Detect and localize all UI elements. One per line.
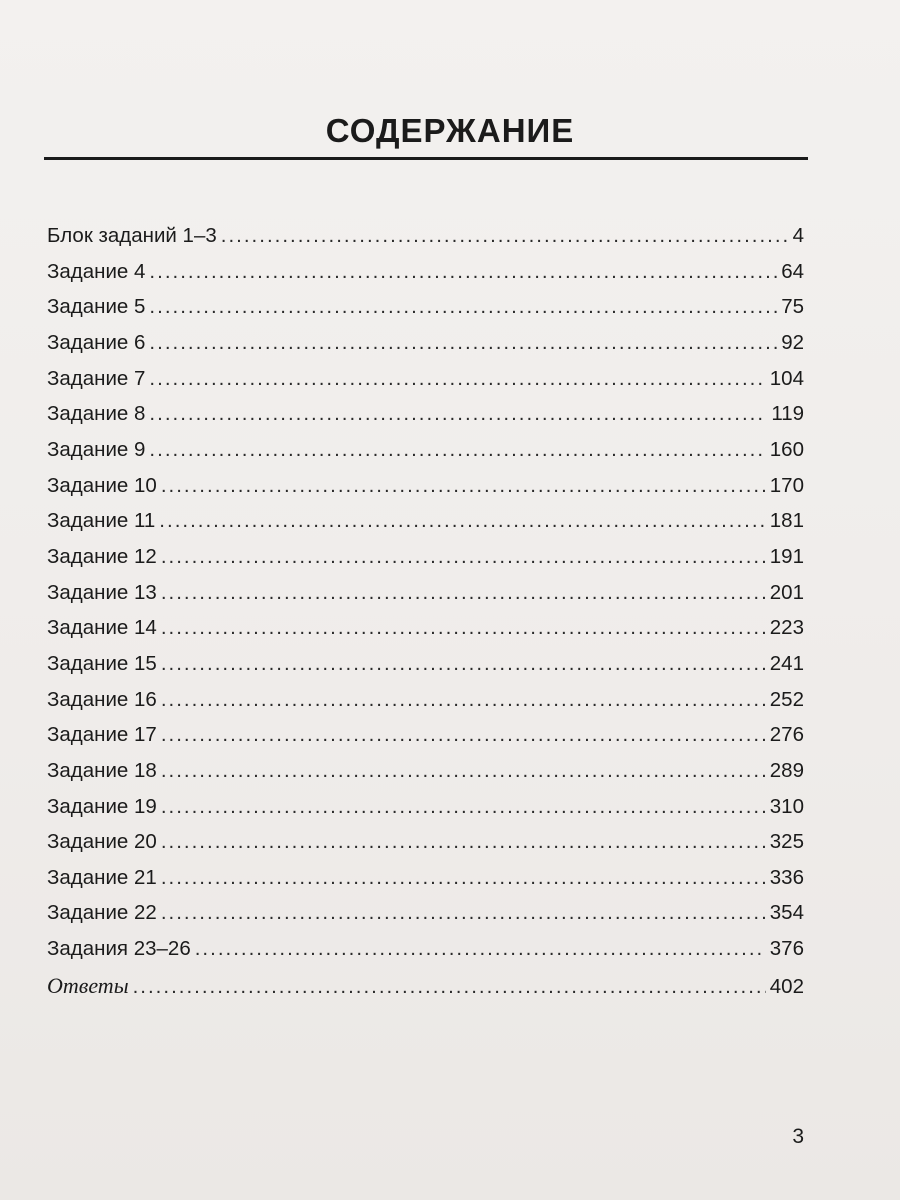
dot-leader <box>159 509 765 533</box>
toc-entry-page: 191 <box>769 544 804 568</box>
toc-entry-label: Задание 9 <box>47 437 146 461</box>
table-of-contents <box>47 224 804 1008</box>
dot-leader <box>161 830 766 854</box>
dot-leader <box>161 474 766 498</box>
toc-entry-label: Блок заданий 1–3 <box>47 224 217 247</box>
toc-entry-page: 325 <box>769 830 804 854</box>
dot-leader <box>161 866 766 890</box>
toc-entry-page: 64 <box>781 259 804 283</box>
toc-entry-page: 354 <box>769 901 804 925</box>
toc-entry[interactable] <box>47 973 804 1009</box>
toc-entry-label: Задание 5 <box>47 295 146 319</box>
toc-entry-page: 402 <box>769 974 804 998</box>
toc-entry[interactable] <box>47 438 804 474</box>
toc-entry-label: Задания 23–26 <box>47 937 191 961</box>
dot-leader <box>149 402 767 426</box>
toc-entry[interactable] <box>47 367 804 403</box>
toc-entry-label: Задание 20 <box>47 830 157 854</box>
dot-leader <box>149 331 777 355</box>
dot-leader <box>149 367 765 391</box>
title-divider <box>44 157 808 160</box>
toc-entry[interactable] <box>47 688 804 724</box>
dot-leader <box>149 295 777 319</box>
toc-entry-label: Задание 11 <box>47 509 156 533</box>
toc-entry-label: Задание 7 <box>47 366 146 390</box>
page-title: СОДЕРЖАНИЕ <box>325 112 575 149</box>
toc-entry-label: Задание 15 <box>47 651 157 675</box>
toc-entry-label: Задание 19 <box>47 794 157 818</box>
toc-entry-page: 376 <box>769 937 804 961</box>
toc-entry[interactable] <box>47 652 804 688</box>
toc-entry[interactable] <box>47 866 804 902</box>
toc-entry[interactable] <box>47 260 804 296</box>
toc-entry-page: 223 <box>769 616 804 640</box>
toc-entry-label: Задание 22 <box>47 901 157 925</box>
toc-entry-label: Задание 18 <box>47 758 157 782</box>
toc-entry-label: Ответы <box>47 972 129 998</box>
toc-entry-page: 276 <box>769 723 804 747</box>
toc-entry[interactable] <box>47 616 804 652</box>
toc-entry-label: Задание 16 <box>47 687 157 711</box>
toc-entry[interactable] <box>47 474 804 510</box>
toc-entry-label: Задание 6 <box>47 330 146 354</box>
toc-entry[interactable] <box>47 545 804 581</box>
toc-entry-page: 336 <box>769 865 804 889</box>
toc-entry-page: 4 <box>792 224 804 247</box>
toc-entry[interactable] <box>47 937 804 973</box>
dot-leader <box>161 901 766 925</box>
toc-entry-label: Задание 21 <box>47 865 157 889</box>
toc-entry-label: Задание 14 <box>47 616 157 640</box>
toc-entry-page: 289 <box>769 758 804 782</box>
toc-entry-page: 181 <box>769 509 804 533</box>
dot-leader <box>161 688 766 712</box>
toc-entry-page: 252 <box>769 687 804 711</box>
toc-entry-page: 160 <box>769 437 804 461</box>
toc-entry-page: 170 <box>769 473 804 497</box>
toc-entry-label: Задание 8 <box>47 402 146 426</box>
toc-entry-page: 310 <box>769 794 804 818</box>
toc-entry-label: Задание 12 <box>47 544 157 568</box>
dot-leader <box>161 616 766 640</box>
page-number: 3 <box>792 1125 804 1148</box>
toc-entry[interactable] <box>47 331 804 367</box>
dot-leader <box>161 545 766 569</box>
dot-leader <box>221 224 789 248</box>
toc-entry[interactable] <box>47 581 804 617</box>
toc-entry-page: 92 <box>781 330 804 354</box>
toc-entry-page: 119 <box>771 402 804 426</box>
toc-entry[interactable] <box>47 402 804 438</box>
toc-entry[interactable] <box>47 795 804 831</box>
dot-leader <box>161 652 766 676</box>
dot-leader <box>133 975 766 999</box>
toc-entry[interactable] <box>47 224 804 260</box>
toc-entry-page: 75 <box>781 295 804 319</box>
toc-entry-page: 241 <box>769 651 804 675</box>
toc-entry[interactable] <box>47 295 804 331</box>
dot-leader <box>149 438 765 462</box>
toc-entry[interactable] <box>47 901 804 937</box>
dot-leader <box>149 260 777 284</box>
toc-entry-label: Задание 17 <box>47 723 157 747</box>
toc-entry-label: Задание 10 <box>47 473 157 497</box>
toc-entry-page: 201 <box>769 580 804 604</box>
toc-entry[interactable] <box>47 723 804 759</box>
dot-leader <box>161 581 766 605</box>
dot-leader <box>161 795 766 819</box>
toc-entry-label: Задание 13 <box>47 580 157 604</box>
toc-entry[interactable] <box>47 759 804 795</box>
toc-entry[interactable] <box>47 830 804 866</box>
dot-leader <box>161 759 766 783</box>
dot-leader <box>195 937 766 961</box>
toc-entry-label: Задание 4 <box>47 259 146 283</box>
toc-entry-page: 104 <box>769 366 804 390</box>
dot-leader <box>161 723 766 747</box>
toc-entry[interactable] <box>47 509 804 545</box>
